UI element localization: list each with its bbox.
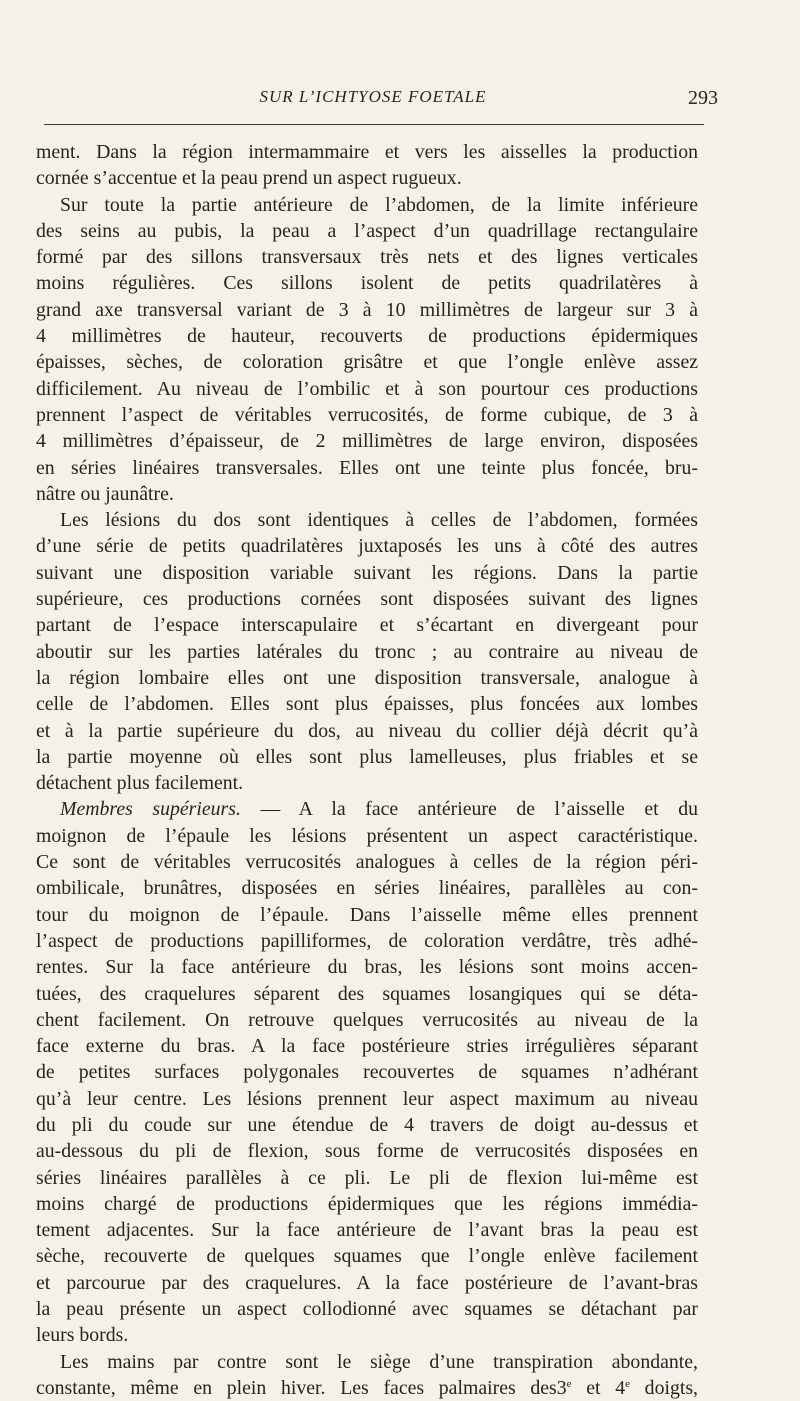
text-line: Les mains par contre sont le siège d’une transpiration abondante, [60,1350,698,1373]
body-text [36,139,698,1401]
text-line: la peau présente un aspect collodionné avec squames se détachant par [36,1298,698,1321]
text-line: tour du moignon de l’épaule. Dans l’aisselle même elles prennent [36,903,698,926]
text-line [36,1375,698,1401]
text-line: Sur toute la partie antérieure de l’abdomen, de la limite inférieure [60,193,698,216]
ordinal-number: 3 [556,1376,567,1399]
text-line: leurs bords. [36,1324,129,1347]
text-line: tement adjacentes. Sur la face antérieure de l’avant bras la peau est [36,1219,698,1242]
text-line: Ce sont de véritables verrucosités analogues à celles de la région péri- [36,851,698,874]
text-line: et à la partie supérieure du dos, au niveau du collier déjà décrit qu’à [36,719,698,742]
section-heading-membres-superieurs: Membres supérieurs. [60,798,241,821]
page-number: 293 [688,87,718,109]
text-fragment: et [571,1376,616,1399]
text-line [36,796,698,822]
text-line: et parcourue par des craquelures. A la face postérieure de l’avant-bras [36,1271,698,1294]
text-line: difficilement. Au niveau de l’ombilic et à son pourtour ces productions [36,377,698,400]
text-line: chent facilement. On retrouve quelques verrucosités au niveau de la [36,1008,698,1031]
text-line: supérieure, ces productions cornées sont disposées suivant des lignes [36,588,698,611]
text-line: moignon de l’épaule les lésions présentent un aspect caractéristique. [36,824,698,847]
ordinal-suffix: e [625,1377,630,1390]
text-line: prennent l’aspect de véritables verrucosités, de forme cubique, de 3 à [36,403,698,426]
text-line: moins régulières. Ces sillons isolent de petits quadrilatères à [36,272,698,295]
text-line: formé par des sillons transversaux très nets et des lignes verticales [36,246,698,269]
text-fragment: doigts, [629,1376,698,1399]
ordinal-number: 4 [615,1376,626,1399]
ordinal-suffix: e [566,1377,572,1390]
text-line: nâtre ou jaunâtre. [36,482,174,505]
text-line: au-dessous du pli de flexion, sous forme de verrucosités disposées en [36,1140,698,1163]
text-line: en séries linéaires transversales. Elles ont une teinte plus foncée, bru- [36,456,698,479]
text-line: l’aspect de productions papilliformes, de coloration verdâtre, très adhé- [36,929,698,952]
text-line: d’une série de petits quadrilatères juxtaposés les uns à côté des autres [36,535,698,558]
text-line: face externe du bras. A la face postérieure stries irrégulières séparant [36,1035,698,1058]
running-head [36,87,718,111]
text-line: séries linéaires parallèles à ce pli. Le pli de flexion lui-même est [36,1166,698,1189]
text-line: cornée s’accentue et la peau prend un aspect rugueux. [36,167,462,190]
text-line: suivant une disposition variable suivant les régions. Dans la partie [36,561,698,584]
text-line: des seins au pubis, la peau a l’aspect d’un quadrillage rectangulaire [36,219,698,242]
text-line: la région lombaire elles ont une disposition transversale, analogue à [36,666,698,689]
text-line: Les lésions du dos sont identiques à celles de l’abdomen, formées [60,509,698,532]
text-line: du pli du coude sur une étendue de 4 travers de doigt au-dessus et [36,1113,698,1136]
text-line: de petites surfaces polygonales recouvertes de squames n’adhérant [36,1061,698,1084]
text-line: aboutir sur les parties latérales du tronc ; au contraire au niveau de [36,640,698,663]
text-line: 4 millimètres de hauteur, recouverts de productions épidermiques [36,325,698,348]
text-line: la partie moyenne où elles sont plus lamelleuses, plus friables et se [36,745,698,768]
text-line: grand axe transversal variant de 3 à 10 millimètres de largeur sur 3 à [36,298,698,321]
text-line: rentes. Sur la face antérieure du bras, les lésions sont moins accen- [36,956,698,979]
header-rule [44,124,704,125]
text-line: ment. Dans la région intermammaire et vers les aisselles la production [36,141,698,163]
text-fragment: — A la face antérieure de l’aisselle et du [260,798,698,821]
text-line: partant de l’espace interscapulaire et s’écartant en divergeant pour [36,614,698,637]
text-line: détachent plus facilement. [36,772,244,795]
text-fragment: constante, même en plein hiver. Les faces palmaires des [36,1376,557,1399]
text-line: ombilicale, brunâtres, disposées en séries linéaires, parallèles au con- [36,877,698,900]
text-line: moins chargé de productions épidermiques que les régions immédia- [36,1192,698,1215]
text-line: qu’à leur centre. Les lésions prennent leur aspect maximum au niveau [36,1087,698,1110]
text-line: celle de l’abdomen. Elles sont plus épaisses, plus foncées aux lombes [36,693,698,716]
text-line: sèche, recouverte de quelques squames que l’ongle enlève facilement [36,1245,698,1268]
text-line: 4 millimètres d’épaisseur, de 2 millimètres de large environ, disposées [36,430,698,453]
text-line: épaisses, sèches, de coloration grisâtre et que l’ongle enlève assez [36,351,698,374]
text-line: tuées, des craquelures séparent des squames losangiques qui se déta- [36,982,698,1005]
running-title: SUR L’ICHTYOSE FOETALE [259,87,487,106]
